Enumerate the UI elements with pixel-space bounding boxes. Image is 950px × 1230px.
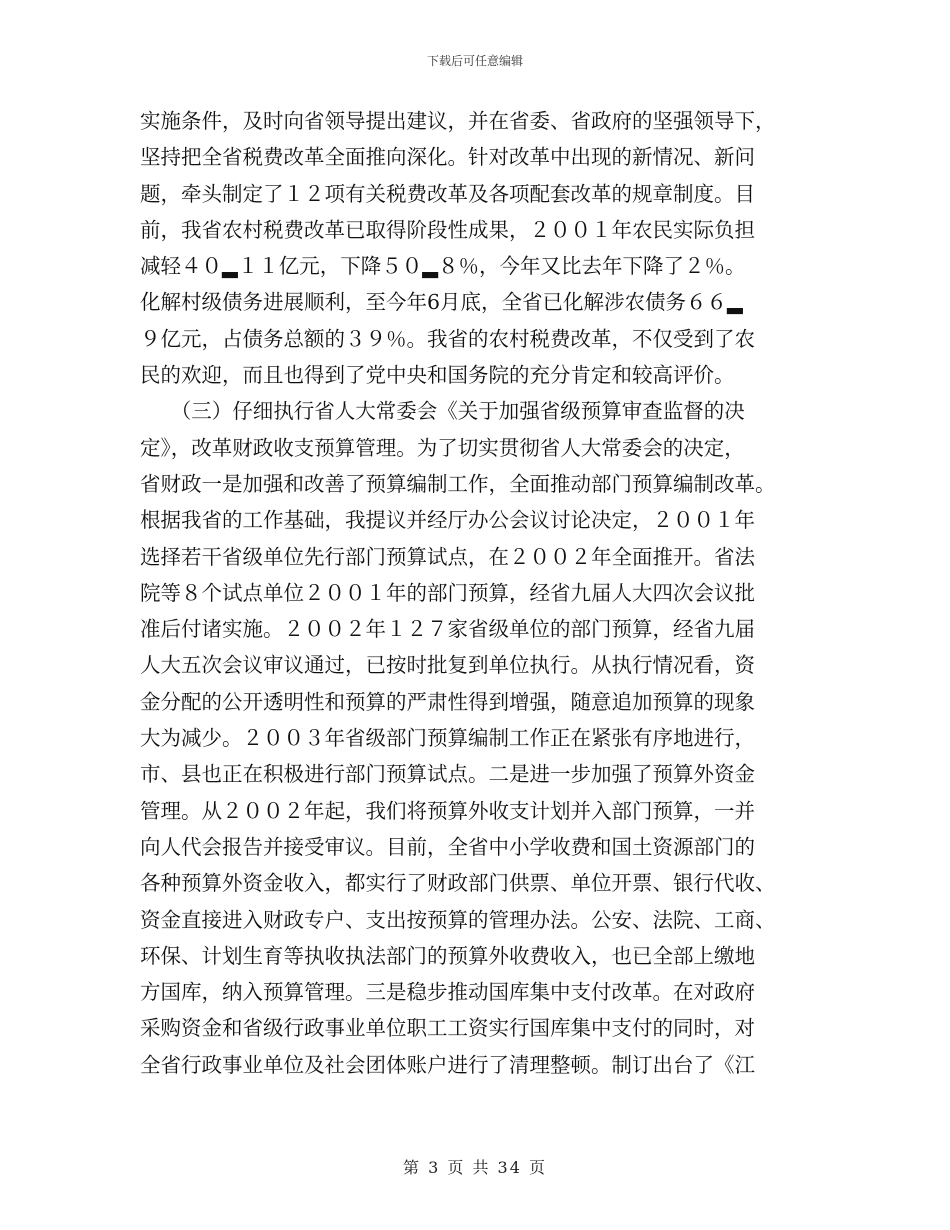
text-line: 环保、计划生育等执收执法部门的预算外收费收入，也已全部上缴地 bbox=[140, 943, 755, 968]
text-line: 人大五次会议审议通过，已按时批复到单位执行。从执行情况看，资 bbox=[140, 653, 755, 678]
text-line: 定》，改革财政收支预算管理。为了切实贯彻省人大常委会的决定， bbox=[140, 435, 745, 460]
text-line: 省财政一是加强和改善了预算编制工作，全面推动部门预算编制改革。 bbox=[140, 471, 776, 496]
text-line: ９亿元，占债务总额的３９％。我省的农村税费改革，不仅受到了农 bbox=[140, 326, 755, 351]
text-line: 实施条件，及时向省领导提出建议，并在省委、省政府的坚强领导下， bbox=[140, 109, 776, 133]
text-line: 向人代会报告并接受审议。目前，全省中小学收费和国土资源部门的 bbox=[140, 834, 755, 859]
text-line: 市、县也正在积极进行部门预算试点。二是进一步加强了预算外资金 bbox=[140, 762, 755, 787]
text-line: 准后付诸实施。２００２年１２７家省级单位的部门预算，经省九届 bbox=[140, 617, 755, 642]
text-line: 院等８个试点单位２００１年的部门预算，经省九届人大四次会议批 bbox=[140, 580, 755, 605]
text-line: （三）仔细执行省人大常委会《关于加强省级预算审查监督的决 bbox=[140, 399, 745, 424]
text-line: 全省行政事业单位及社会团体账户进行了清理整顿。制订出台了《江 bbox=[140, 1052, 755, 1077]
text-line: 管理。从２００２年起，我们将预算外收支计划并入部门预算，一并 bbox=[140, 798, 755, 823]
text-line: 方国库，纳入预算管理。三是稳步推动国库集中支付改革。在对政府 bbox=[140, 980, 755, 1005]
text-line: 题，牵头制定了１２项有关税费改革及各项配套改革的规章制度。目 bbox=[140, 181, 755, 206]
text-line: 民的欢迎，而且也得到了党中央和国务院的充分肯定和较高评价。 bbox=[140, 363, 735, 388]
text-line: 采购资金和省级行政事业单位职工工资实行国库集中支付的同时，对 bbox=[140, 1016, 755, 1041]
text-line: 选择若干省级单位先行部门预算试点，在２００２年全面推开。省法 bbox=[140, 544, 755, 569]
page-footer: 第 3 页 共 34 页 bbox=[403, 1158, 547, 1177]
text-line: 大为减少。２００３年省级部门预算编制工作正在紧张有序地进行， bbox=[140, 726, 755, 751]
text-line: 各种预算外资金收入，都实行了财政部门供票、单位开票、银行代收、 bbox=[140, 871, 776, 896]
text-line: 前，我省农村税费改革已取得阶段性成果，２００１年农民实际负担 bbox=[140, 217, 755, 242]
text-line: 资金直接进入财政专户、支出按预算的管理办法。公安、法院、工商、 bbox=[140, 907, 776, 932]
text-line: 根据我省的工作基础，我提议并经厅办公会议讨论决定，２００１年 bbox=[140, 508, 755, 533]
text-line: 坚持把全省税费改革全面推向深化。针对改革中出现的新情况、新问 bbox=[140, 145, 755, 170]
page-header: 下载后可任意编辑 bbox=[426, 54, 523, 68]
body-text bbox=[140, 103, 808, 1083]
text-line: 化解村级债务进展顺利，至今年6月底，全省已化解涉农债务６６▂ bbox=[140, 290, 743, 315]
text-line: 减轻４０▂１１亿元，下降５０▂８％，今年又比去年下降了２％。 bbox=[140, 254, 746, 279]
text-line: 金分配的公开透明性和预算的严肃性得到增强，随意追加预算的现象 bbox=[140, 689, 755, 714]
